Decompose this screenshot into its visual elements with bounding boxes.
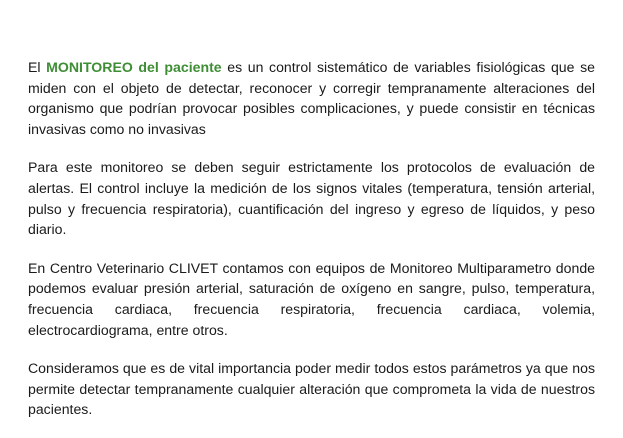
paragraph-intro-lead: El [28,59,47,75]
paragraph-conclusion: Consideramos que es de vital importancia poder medir todos estos parámetros ya que nos permite detectar tempranamente cualquier alteración que comprometa la vida de nuestros pacientes. [28,360,595,418]
paragraph-protocol: Para este monitoreo se deben seguir estrictamente los protocolos de evaluación de alertas. El control incluye la medición de los signos vitales (temperatura, tensión arterial, pulso y frecuencia respiratoria), cuantificación del ingreso y egreso de líquidos, y peso diario. [28,159,595,238]
paragraph-intro [28,57,595,139]
paragraph-intro-rest: es un control sistemático de variables fisiológicas que se miden con el objeto de detectar, reconocer y corregir tempranamente alteraciones del organismo que podrían provocar posibles complicaciones, y puede consistir en técnicas invasivas como no invasivas [28,59,595,137]
paragraph-equipment: En Centro Veterinario CLIVET contamos con equipos de Monitoreo Multiparametro donde podemos evaluar presión arterial, saturación de oxígeno en sangre, pulso, temperatura, frecuencia cardiaca, frecuencia respiratoria, frecuencia cardiaca, volemia, electrocardiograma, entre otros. [28,259,595,338]
document-body [28,57,595,438]
highlight-term: MONITOREO del paciente [46,59,222,75]
